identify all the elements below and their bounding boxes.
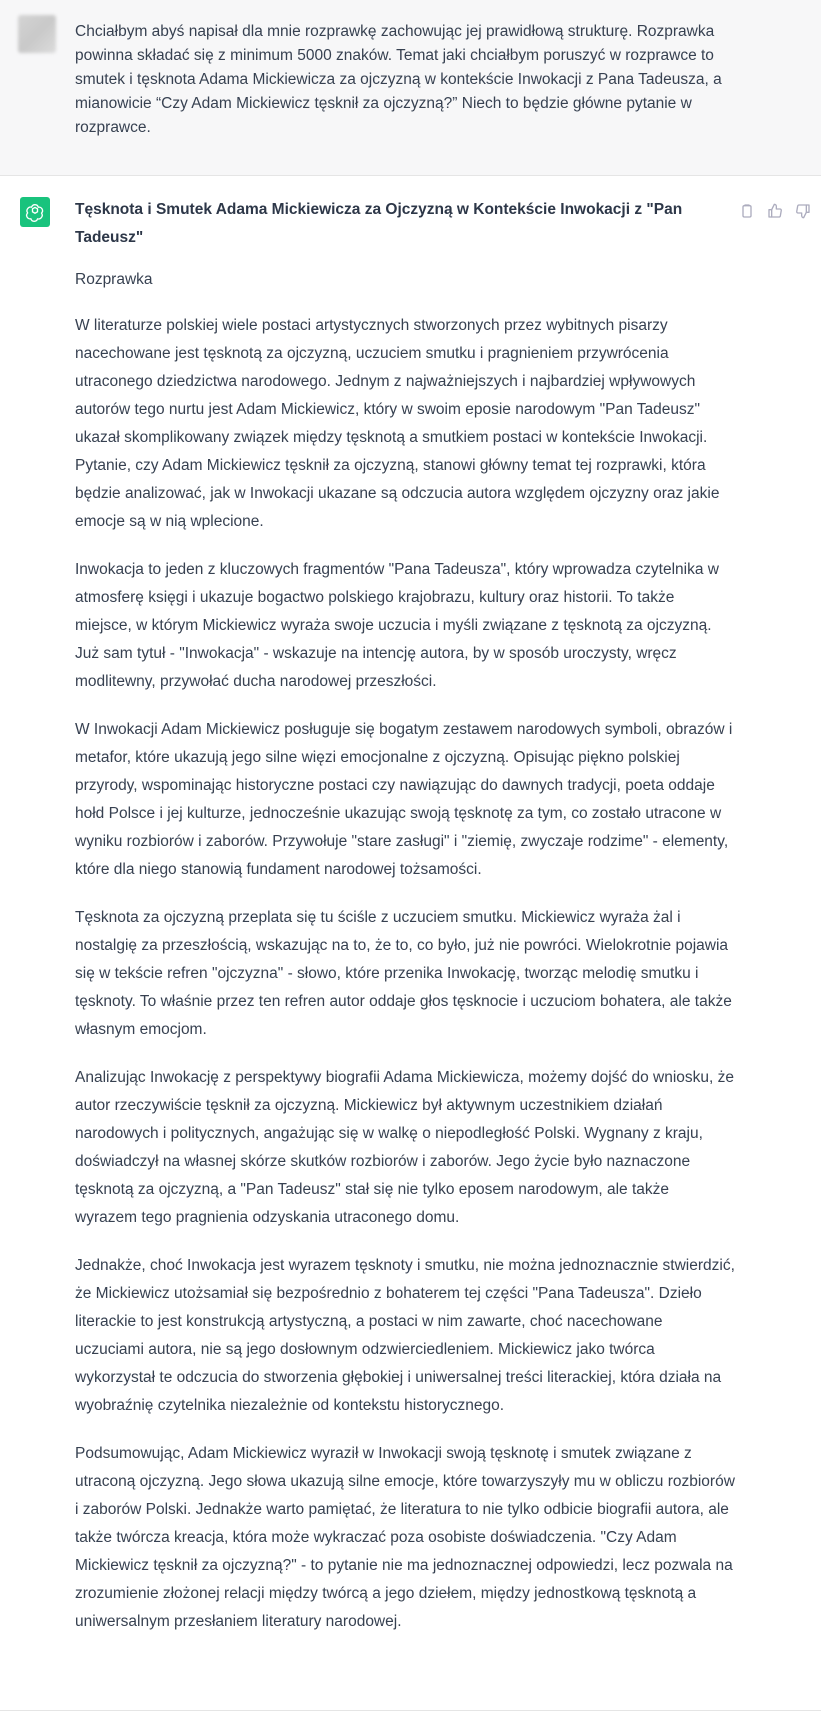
- assistant-message-content: [75, 196, 735, 1656]
- essay-paragraph: Analizując Inwokację z perspektywy biografii Adama Mickiewicza, możemy dojść do wniosku, że autor rzeczywiście tęsknił za ojczyzną. Mickiewicz był aktywnym uczestnikiem działań narodowych i politycznych, angażując się w walkę o niepodległość Polski. Wygnany z kraju, doświadczył na własnej skórze skutków rozbiorów i zaborów. Jego życie było naznaczone tęsknotą za ojczyzną, a "Pan Tadeusz" stał się nie tylko eposem narodowym, ale także wyrazem tego pragnienia odzyskania utraconego domu.: [75, 1069, 735, 1226]
- clipboard-icon[interactable]: [737, 201, 757, 221]
- essay-paragraph: Podsumowując, Adam Mickiewicz wyraził w Inwokacji swoją tęsknotę i smutek związane z utraconą ojczyzną. Jego słowa ukazują silne emocje, które towarzyszyły mu w obliczu rozbiorów i zaborów Polski. Jednakże warto pamiętać, że literatura to nie tylko odbicie biografii autora, ale także twórcza kreacja, która może wykraczać poza osobiste doświadczenia. "Czy Adam Mickiewicz tęsknił za ojczyzną?" - to pytanie nie ma jednoznacznej odpowiedzi, lecz pozwala na zrozumienie złożonej relacji między twórcą a jego dziełem, między jednostkową tęsknotą a uniwersalnym przesłaniem literatury narodowej.: [75, 1445, 735, 1630]
- essay-paragraph: W Inwokacji Adam Mickiewicz posługuje się bogatym zestawem narodowych symboli, obrazów i metafor, które ukazują jego silne więzi emocjonalne z ojczyzną. Opisując piękno polskiej przyrody, wspominając historyczne postaci czy nawiązując do dawnych tradycji, poeta oddaje hołd Polsce i jej kulturze, jednocześnie ukazując swoją tęsknotę za tym, co zostało utracone w wyniku rozbiorów i zaborów. Przywołuje "stare zasługi" i "ziemię, zwyczaje rodzime" - elementy, które dla niego stanowią fundament narodowej tożsamości.: [75, 721, 733, 878]
- essay-title: Tęsknota i Smutek Adama Mickiewicza za Ojczyzną w Kontekście Inwokacji z "Pan Tadeusz": [75, 201, 683, 246]
- thumbs-up-icon[interactable]: [765, 201, 785, 221]
- divider: [0, 1710, 821, 1711]
- user-message: [0, 0, 821, 176]
- essay-paragraph: Jednakże, choć Inwokacja jest wyrazem tęsknoty i smutku, nie można jednoznacznie stwierdzić, że Mickiewicz utożsamiał się bezpośrednio z bohaterem tej części "Pana Tadeusza". Dzieło literackie to jest konstrukcją artystyczną, a postaci w nim zawarte, choć nacechowane uczuciami autora, nie są jego dosłownym odzwierciedleniem. Mickiewicz jako twórca wykorzystał te odczucia do stworzenia głębokiej i uniwersalnej treści literackiej, która działa na wyobraźnię czytelnika niezależnie od kontekstu historycznego.: [75, 1257, 735, 1414]
- essay-subtitle: Rozprawka: [75, 271, 153, 288]
- openai-logo-icon: [20, 197, 50, 227]
- essay-paragraph: Tęsknota za ojczyzną przeplata się tu ściśle z uczuciem smutku. Mickiewicz wyraża żal i nostalgię za przeszłością, wskazując na to, że to, co było, już nie powróci. Wielokrotnie pojawia się w tekście refren "ojczyzna" - słowo, które przenika Inwokację, tworząc melodię smutku i tęsknoty. To właśnie przez ten refren autor oddaje głos tęsknocie i uczuciom bohatera, ale także własnym emocjom.: [75, 909, 732, 1038]
- thumbs-down-icon[interactable]: [793, 201, 813, 221]
- essay-paragraph: W literaturze polskiej wiele postaci artystycznych stworzonych przez wybitnych pisarzy nacechowane jest tęsknotą za ojczyzną, uczuciem smutku i pragnieniem przywrócenia utraconego dziedzictwa narodowego. Jednym z najważniejszych i najbardziej wpływowych autorów tego nurtu jest Adam Mickiewicz, który w swoim eposie narodowym "Pan Tadeusz" ukazał skomplikowany związek między tęsknotą a smutkiem postaci w kontekście Inwokacji. Pytanie, czy Adam Mickiewicz tęsknił za ojczyzną, stanowi główny temat tej rozprawki, która będzie analizować, jak w Inwokacji ukazane są odczucia autora względem ojczyzny oraz jakie emocje są w nią wplecione.: [75, 317, 720, 530]
- assistant-message: [0, 176, 821, 1711]
- user-message-text: Chciałbym abyś napisał dla mnie rozprawkę zachowując jej prawidłową strukturę. Rozprawka powinna składać się z minimum 5000 znaków. Temat jaki chciałbym poruszyć w rozprawce to smutek i tęsknota Adama Mickiewicza za ojczyzną w kontekście Inwokacji z Pana Tadeusza, a mianowicie “Czy Adam Mickiewicz tęsknił za ojczyzną?” Niech to będzie główne pytanie w rozprawce.: [75, 23, 722, 136]
- essay-paragraph: Inwokacja to jeden z kluczowych fragmentów "Pana Tadeusza", który wprowadza czytelnika w atmosferę księgi i ukazuje bogactwo polskiego krajobrazu, kultury oraz historii. To także miejsce, w którym Mickiewicz wyraża swoje uczucia i myśli związane z tęsknotą za ojczyzną. Już sam tytuł - "Inwokacja" - wskazuje na intencję autora, by w sposób uroczysty, wręcz modlitewny, przywołać ducha narodowej przeszłości.: [75, 561, 719, 690]
- message-actions: [737, 201, 813, 221]
- user-avatar: [18, 15, 56, 53]
